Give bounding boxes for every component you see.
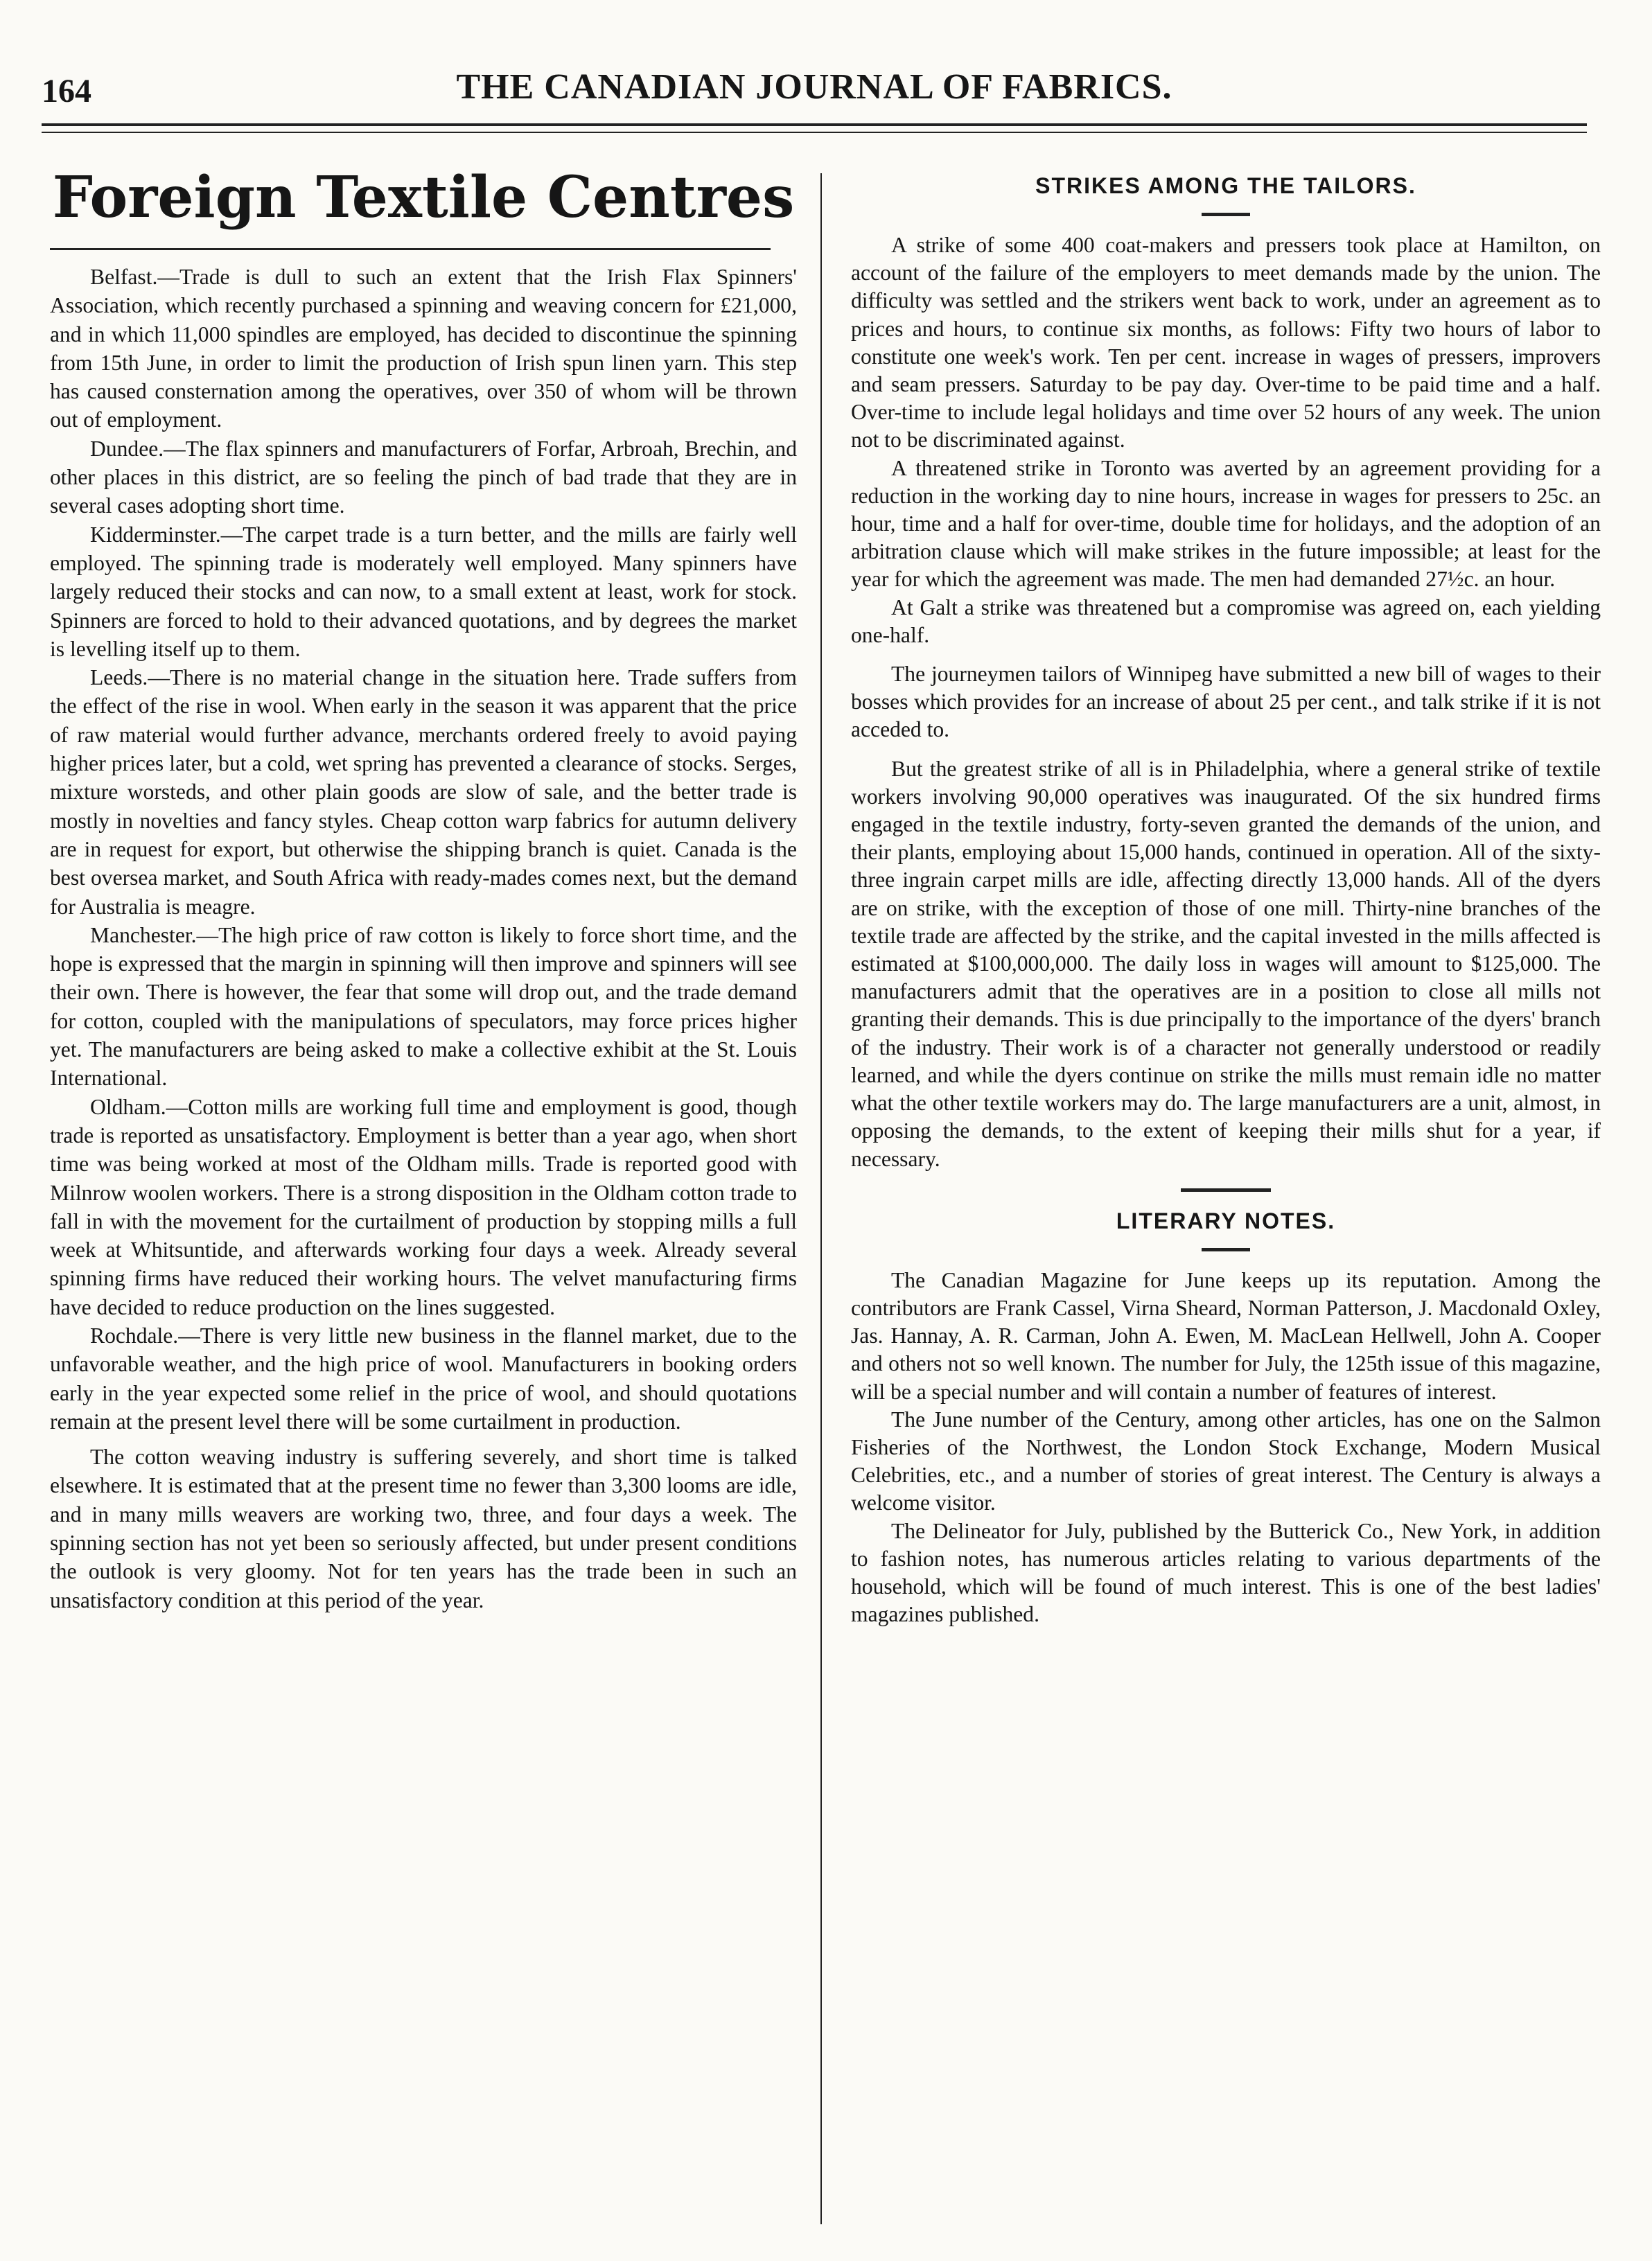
paragraph-philadelphia-strike: But the greatest strike of all is in Philadelphia, where a general strike of textile workers involving 90,000 operatives was inaugurated. Of the six hundred firms engaged in the textile industry, forty-seven granted the demands of the union, and their plants, employing about 15,000 hands, continued in operation. All of the sixty-three ingrain carpet mills are idle, affecting directly 13,000 hands. All of the dyers are on strike, with the exception of those of one mill. Thirty-nine branches of the textile trade are affected by the strike, and the capital invested in the mills affected is estimated at $100,000,000. The daily loss in wages will amount to $125,000. The manufacturers admit that the operatives are in a position to close all mills not granting their demands. This is due principally to the importance of the dyers' branch of the industry. Their work is of a character not generally understood or readily learned, and while the dyers continue on strike the mills must remain idle no matter what the other textile workers may do. The large manufacturers are a unit, almost, in opposing the demands, to the extent of keeping their mills shut for a year, if necessary. xyxy=(851,756,1601,1171)
paragraph-kidderminster: Kidderminster.—The carpet trade is a turn better, and the mills are fairly well employed. The spinning trade is moderately well employed. Many spinners have largely reduced their stocks and can now, to a small extent at least, work for stock. Spinners are forced to hold to their advanced quotations, and by degrees the market is levelling itself up to them. xyxy=(50,522,797,661)
section-heading-foreign-textile-centres: Foreign Textile Centres xyxy=(52,164,795,231)
header-rule-top xyxy=(42,123,1587,126)
section-separator-rule xyxy=(1181,1188,1271,1192)
section-title-literary-notes: LITERARY NOTES. xyxy=(1116,1208,1336,1233)
paragraph-rochdale: Rochdale.—There is very little new business in the flannel market, due to the unfavorable weather, and the high price of wool. Manufacturers in booking orders early in the year expected some relief in the price of wool, and should quotations remain at the present level there will be some curtailment in production. xyxy=(50,1323,797,1434)
paragraph-canadian-magazine: The Canadian Magazine for June keeps up its reputation. Among the contributors are Frank Cassel, Virna Sheard, Norman Patterson, J. Macdonald Oxley, Jas. Hannay, A. R. Carman, John A. Ewen, M. MacLean Hellwell, John A. Cooper and others not so well known. The number for July, the 125th issue of this magazine, will be a special number and will contain a number of features of interest. xyxy=(851,1267,1601,1404)
page-header xyxy=(42,67,1587,115)
paragraph-oldham: Oldham.—Cotton mills are working full time and employment is good, though trade is reported as unsatisfactory. Employment is better than a year ago, when short time was being worked at most of the Oldham mills. Trade is reported good with Milnrow woolen workers. There is a strong disposition in the Oldham cotton trade to fall in with the movement for the curtailment of production by stopping mills a full week at Whitsuntide, and afterwards working four days a week. Already several spinning firms have reduced their working hours. The velvet manufacturing firms have decided to reduce production on the lines suggested. xyxy=(50,1094,797,1319)
paragraph-toronto-strike: A threatened strike in Toronto was averted by an agreement providing for a reduction in the working day to nine hours, increase in wages for pressers to 25c. an hour, time and a half for over-time, double time for holidays, and the adoption of an arbitration clause which will make strikes in the future impossible; at least for the year for which the agreement was made. The men had demanded 27½c. an hour. xyxy=(851,455,1601,592)
paragraph-century: The June number of the Century, among other articles, has one on the Salmon Fisheries of the Northwest, the London Stock Exchange, Modern Musical Celebrities, etc., and a number of stories of great interest. The Century is always a welcome visitor. xyxy=(851,1407,1601,1515)
right-column xyxy=(851,166,1601,1628)
paragraph-manchester: Manchester.—The high price of raw cotton is likely to force short time, and the hope is expressed that the margin in spinning will then improve and spinners will see their own. There is however, the fear that some will drop out, and the trade demand for cotton, coupled with the manipulations of speculators, may force prices higher yet. The manufacturers are being asked to make a collective exhibit at the St. Louis International. xyxy=(50,922,797,1091)
paragraph-leeds: Leeds.—There is no material change in the situation here. Trade suffers from the effect of the rise in wool. When early in the season it was apparent that the price of raw material would further advance, merchants ordered freely to avoid paying higher prices later, but a cold, wet spring has prevented a clearance of stocks. Serges, mixture worsteds, and other plain goods are slow of sale, and the better trade is mostly in novelties and fancy styles. Cheap cotton warp fabrics for autumn delivery are in request for export, but otherwise the shipping branch is quiet. Canada is the best oversea market, and South Africa with ready-mades comes next, but the demand for Australia is meagre. xyxy=(50,665,797,919)
paragraph-galt-strike: At Galt a strike was threatened but a compromise was agreed on, each yielding one-half. xyxy=(851,595,1601,647)
paragraph-belfast: Belfast.—Trade is dull to such an extent that the Irish Flax Spinners' Association, which recently purchased a spinning and weaving concern for £21,000, and in which 11,000 spindles are employed, has decided to discontinue the spinning from 15th June, in order to limit the production of Irish spun linen yarn. This step has caused consternation among the operatives, over 350 of whom will be thrown out of employment. xyxy=(50,265,797,432)
header-rule-bottom xyxy=(42,132,1587,133)
paragraph-delineator: The Delineator for July, published by the Butterick Co., New York, in addition to fashion notes, has numerous articles relating to various departments of the household, which will be found of much interest. This is one of the best ladies' magazines published. xyxy=(851,1518,1601,1627)
left-column xyxy=(50,166,797,1615)
column-divider xyxy=(820,173,822,2224)
journal-title: THE CANADIAN JOURNAL OF FABRICS. xyxy=(456,67,1172,107)
page-number: 164 xyxy=(42,73,91,109)
paragraph-hamilton-strike: A strike of some 400 coat-makers and pressers took place at Hamilton, on account of the failure of the employers to meet demands made by the union. The difficulty was settled and the strikers went back to work, under an agreement as to prices and hours, to continue six months, as follows: Fifty two hours of labor to constitute one week's work. Ten per cent. increase in wages of pressers, improvers and seam pressers. Saturday to be pay day. Over-time to be paid time and a half. Over-time to include legal holidays and time over 52 hours of any week. The union not to be discriminated against. xyxy=(851,233,1601,452)
title-rule-strikes xyxy=(1202,213,1250,216)
heading-rule xyxy=(50,248,771,250)
paragraph-dundee: Dundee.—The flax spinners and manufacturers of Forfar, Arbroah, Brechin, and other places in this district, are so feeling the pinch of bad trade that they are in several cases adopting short time. xyxy=(50,436,797,518)
title-rule-literary xyxy=(1202,1248,1250,1251)
paragraph-winnipeg-tailors: The journeymen tailors of Winnipeg have submitted a new bill of wages to their bosses which provides for an increase of about 25 per cent., and talk strike if it is not acceded to. xyxy=(851,662,1601,742)
section-title-strikes: STRIKES AMONG THE TAILORS. xyxy=(1035,173,1416,198)
paragraph-cotton-weaving: The cotton weaving industry is suffering severely, and short time is talked elsewhere. It is estimated that at the present time no fewer than 3,300 looms are idle, and in many mills weavers are working two, three, and four days a week. The spinning section has not yet been so seriously affected, but under present conditions the outlook is very gloomy. Not for ten years has the trade been in such an unsatisfactory condition at this period of the year. xyxy=(50,1445,797,1612)
